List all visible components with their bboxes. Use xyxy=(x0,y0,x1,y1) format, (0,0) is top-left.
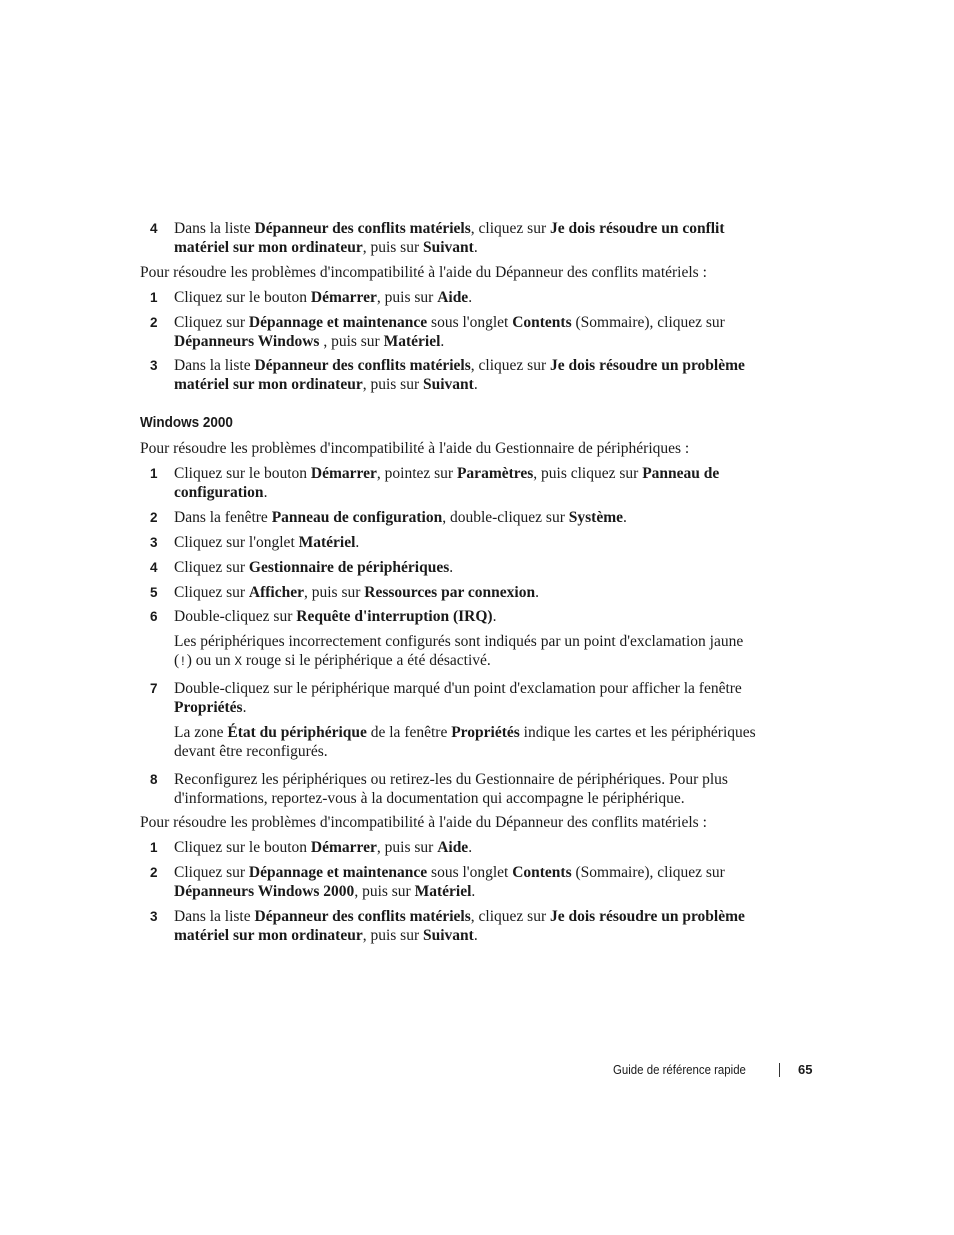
ui-term: Système xyxy=(568,509,623,526)
ui-term: État du périphérique xyxy=(227,724,367,741)
text-run: . xyxy=(473,376,478,393)
step-text xyxy=(174,508,627,527)
step-number: 6 xyxy=(150,609,158,624)
step-number: 1 xyxy=(150,840,158,855)
intro-paragraph: Pour résoudre les problèmes d'incompatibilité à l'aide du Dépanneur des conflits matériels : xyxy=(140,264,707,281)
text-run: La zone xyxy=(174,724,228,741)
ui-term: Dépanneurs Windows xyxy=(174,333,324,350)
text-run: , puis cliquez sur xyxy=(533,465,643,482)
step-number: 5 xyxy=(150,585,158,600)
step-number: 3 xyxy=(150,535,158,550)
intro-paragraph: Pour résoudre les problèmes d'incompatibilité à l'aide du Dépanneur des conflits matériels : xyxy=(140,814,707,831)
text-run: Double-cliquez sur xyxy=(174,608,297,625)
ui-term: Afficher xyxy=(248,584,304,601)
ui-term: Contents xyxy=(512,864,572,881)
step-number: 8 xyxy=(150,772,158,787)
ui-term: Propriétés xyxy=(451,724,520,741)
text-run: , puis sur xyxy=(304,584,365,601)
text-run: . xyxy=(535,584,539,601)
ui-term: Paramètres xyxy=(456,465,534,482)
step-text xyxy=(174,698,246,717)
text-run: (Sommaire), cliquez sur xyxy=(571,864,725,881)
step-text xyxy=(174,558,453,577)
step-number: 2 xyxy=(150,865,158,880)
text-run: Cliquez sur xyxy=(174,864,249,881)
step-number: 3 xyxy=(150,358,158,373)
text-run: . xyxy=(242,699,247,716)
step-text: Reconfigurez les périphériques ou retirez-les du Gestionnaire de périphériques. Pour plus xyxy=(174,771,728,788)
ui-term: Gestionnaire de périphériques xyxy=(248,559,450,576)
step-text xyxy=(174,313,725,332)
step-text xyxy=(174,332,444,351)
step-number: 1 xyxy=(150,290,158,305)
ui-term: matériel sur mon ordinateur xyxy=(174,376,363,393)
ui-term: Démarrer xyxy=(310,839,377,856)
ui-term: matériel sur mon ordinateur xyxy=(174,927,363,944)
text-run: , cliquez sur xyxy=(470,357,550,374)
text-run: sous l'onglet xyxy=(427,314,513,331)
text-run: , pointez sur xyxy=(376,465,457,482)
ui-term: Ressources par connexion xyxy=(364,584,536,601)
text-run: Cliquez sur l'onglet xyxy=(174,534,299,551)
text-run: , double-cliquez sur xyxy=(442,509,569,526)
text-run: , cliquez sur xyxy=(470,220,550,237)
text-run: . xyxy=(492,608,497,625)
ui-term: Démarrer xyxy=(310,289,377,306)
ui-term: matériel sur mon ordinateur xyxy=(174,239,363,256)
text-run: , puis sur xyxy=(323,333,384,350)
ui-term: Matériel xyxy=(298,534,356,551)
text-run: , cliquez sur xyxy=(470,908,550,925)
text-run: , puis sur xyxy=(376,839,438,856)
step-7-note xyxy=(174,723,756,742)
text-run: , puis sur xyxy=(362,239,423,256)
step-text xyxy=(174,533,359,552)
text-run: Cliquez sur le bouton xyxy=(174,465,311,482)
text-run: . xyxy=(623,509,627,526)
step-text xyxy=(174,288,472,307)
step-number: 7 xyxy=(150,681,158,696)
text-run: Cliquez sur xyxy=(174,314,249,331)
ui-term: Dépannage et maintenance xyxy=(248,864,428,881)
section-heading: Windows 2000 xyxy=(140,414,233,431)
text-run: Dans la liste xyxy=(174,357,255,374)
ui-term: configuration xyxy=(174,484,264,501)
text-run: Cliquez sur le bouton xyxy=(174,289,311,306)
step-text xyxy=(174,375,478,394)
ui-term: Aide xyxy=(437,289,469,306)
text-run: . xyxy=(355,534,360,551)
ui-term: Matériel xyxy=(414,883,472,900)
ui-term: Propriétés xyxy=(174,699,243,716)
text-run: (Sommaire), cliquez sur xyxy=(571,314,725,331)
footer-divider xyxy=(779,1063,780,1077)
text-run: . xyxy=(449,559,454,576)
ui-term: Démarrer xyxy=(310,465,377,482)
text-run: Dans la liste xyxy=(174,908,255,925)
ui-term: Suivant xyxy=(423,376,474,393)
intro-paragraph: Pour résoudre les problèmes d'incompatibilité à l'aide du Gestionnaire de périphériques : xyxy=(140,440,690,457)
text-run: . xyxy=(468,839,473,856)
step-number: 1 xyxy=(150,466,158,481)
ui-term: Aide xyxy=(437,839,469,856)
text-run: Dans la fenêtre xyxy=(174,509,272,526)
step-text xyxy=(174,583,539,602)
step-7-note: devant être reconfigurés. xyxy=(174,743,328,760)
x-mark: X xyxy=(234,655,242,669)
step-text xyxy=(174,926,478,945)
step-text xyxy=(174,238,478,257)
step-number: 4 xyxy=(150,560,158,575)
ui-term: Panneau de configuration xyxy=(271,509,443,526)
text-run: de la fenêtre xyxy=(366,724,452,741)
step-text xyxy=(174,464,719,483)
ui-term: Panneau de xyxy=(642,465,720,482)
step-number: 2 xyxy=(150,315,158,330)
text-run: ) ou un xyxy=(186,652,235,669)
text-run: , puis sur xyxy=(362,927,423,944)
text-run: Cliquez sur xyxy=(174,584,249,601)
exclamation-mark: ! xyxy=(179,655,187,669)
step-text xyxy=(174,483,267,502)
text-run: Cliquez sur le bouton xyxy=(174,839,311,856)
step-text xyxy=(174,607,496,626)
ui-term: Contents xyxy=(512,314,572,331)
text-run: . xyxy=(473,927,478,944)
ui-term: Dépanneur des conflits matériels xyxy=(254,908,471,925)
step-number: 4 xyxy=(150,221,158,236)
text-run: , puis sur xyxy=(376,289,438,306)
step-text xyxy=(174,907,745,926)
text-run: , puis sur xyxy=(354,883,415,900)
footer-title: Guide de référence rapide xyxy=(613,1062,746,1077)
text-run: . xyxy=(440,333,445,350)
ui-term: Requête d'interruption (IRQ) xyxy=(296,608,493,625)
text-run: rouge si le périphérique a été désactivé. xyxy=(242,652,491,669)
step-text xyxy=(174,356,745,375)
text-run: , puis sur xyxy=(362,376,423,393)
step-text xyxy=(174,863,725,882)
text-run: indique les cartes et les périphériques xyxy=(519,724,756,741)
ui-term: Je dois résoudre un problème xyxy=(549,357,745,374)
ui-term: Suivant xyxy=(423,927,474,944)
text-run: . xyxy=(471,883,476,900)
ui-term: Dépanneurs Windows 2000 xyxy=(174,883,355,900)
step-text: Double-cliquez sur le périphérique marqué d'un point d'exclamation pour afficher la fenêtre xyxy=(174,680,742,697)
text-run: . xyxy=(473,239,478,256)
ui-term: Suivant xyxy=(423,239,474,256)
ui-term: Je dois résoudre un conflit xyxy=(549,220,725,237)
text-run: . xyxy=(468,289,473,306)
ui-term: Matériel xyxy=(383,333,441,350)
text-run: sous l'onglet xyxy=(427,864,513,881)
ui-term: Dépanneur des conflits matériels xyxy=(254,357,471,374)
step-text xyxy=(174,882,475,901)
step-number: 3 xyxy=(150,909,158,924)
step-number: 2 xyxy=(150,510,158,525)
page-number: 65 xyxy=(798,1062,813,1077)
ui-term: Dépannage et maintenance xyxy=(248,314,428,331)
step-text xyxy=(174,838,472,857)
step-6-note: Les périphériques incorrectement configurés sont indiqués par un point d'exclamation jaune xyxy=(174,633,744,650)
ui-term: Dépanneur des conflits matériels xyxy=(254,220,471,237)
step-6-note xyxy=(174,651,491,672)
ui-term: Je dois résoudre un problème xyxy=(549,908,745,925)
step-text: d'informations, reportez-vous à la documentation qui accompagne le périphérique. xyxy=(174,790,685,807)
text-run: Dans la liste xyxy=(174,220,255,237)
text-run: Cliquez sur xyxy=(174,559,249,576)
text-run: . xyxy=(263,484,268,501)
step-text xyxy=(174,219,725,238)
text-run: ( xyxy=(174,652,180,669)
